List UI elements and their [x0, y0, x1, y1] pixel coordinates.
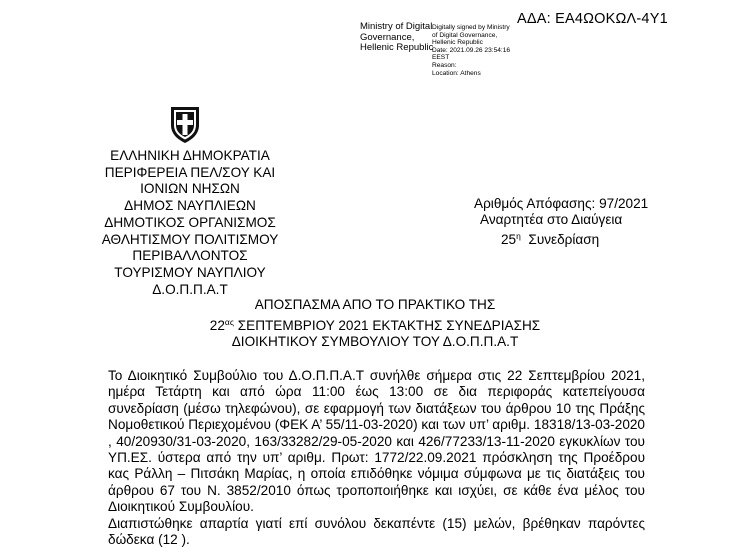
signer-name — [360, 22, 433, 54]
signer-line: Governance, — [360, 31, 415, 43]
session-num: 25 — [501, 232, 517, 248]
issuer-line: ΔΗΜΟΣ ΝΑΥΠΛΙΕΩΝ — [124, 198, 256, 214]
ada-code: ΑΔΑ: ΕΑ4ΩΟΚΩΛ-4Υ1 — [517, 11, 668, 27]
signature-line: EEST — [432, 54, 450, 62]
signature-line: Digitally signed by Ministry — [432, 24, 510, 31]
session-number — [474, 228, 648, 248]
signature-line: Date: 2021.09.26 23:54:16 — [432, 46, 511, 54]
issuer-line: ΤΟΥΡΙΣΜΟΥ ΝΑΥΠΛΙΟΥ — [114, 264, 266, 280]
issuer-line: ΠΕΡΙΦΕΡΕΙΑ ΠΕΛ/ΣΟΥ ΚΑΙ — [104, 164, 276, 180]
body-paragraph: Το Διοικητικό Συμβούλιο του Δ.Ο.Π.Π.Α.Τ συνήλθε σήμερα στις 22 Σεπτεμβρίου 2021, ημέρα Τετάρτη και από ώρα 11:00 έως 13:00 σε δια περιφοράς κατεπείγουσα συνεδρίαση (μέσω τηλεφώνου), σε εφαρμογή των διατάξεων του άρθρου 10 της Πράξης Νομοθετικού Περιεχομένου (ΦΕΚ Α’ 55/11-03-2020) και των υπ’ αριθμ. 18318/13-03-2020 , 40/20930/31-03-2020, 163/33282/29-05-2020 και 426/77233/13-11-2020 εγκυκλίων του ΥΠ.ΕΣ. ύστερα από την υπ’ αριθμ. Πρωτ: 1772/22.09.2021 πρόσκληση της Προέδρου κας Ράλλη – Πιτσάκη Μαρίας, η οποία επιδόθηκε νόμιμα σύμφωνα με τις διατάξεις του άρθρου 67 του Ν. 3852/2010 όπως τροποποιήθηκε και ισχύει, σε κάθε ένα μέλος του Διοικητικού Συμβουλίου. — [108, 368, 645, 515]
decision-info — [474, 196, 648, 249]
signature-line: Reason: — [432, 61, 457, 69]
signature-line: Location: Athens — [432, 69, 481, 77]
signature-line: of Digital Governance, — [432, 31, 498, 39]
digital-signature-details — [432, 24, 510, 77]
posting-note: Αναρτητέα στο Διαύγεια — [480, 212, 623, 228]
title-date-sup: ας — [224, 316, 234, 327]
issuer-line: ΔΗΜΟΤΙΚΟΣ ΟΡΓΑΝΙΣΜΟΣ — [104, 214, 276, 230]
title-line-3: ΔΙΟΙΚΗΤΙΚΟΥ ΣΥΜΒΟΥΛΙΟΥ ΤΟΥ Δ.Ο.Π.Π.Α.Τ — [231, 334, 519, 349]
session-sup: η — [516, 231, 521, 242]
title-line-2 — [0, 314, 750, 335]
coat-of-arms-icon — [168, 104, 202, 144]
title-date-num: 22 — [209, 317, 225, 333]
title-line-1: ΑΠΟΣΠΑΣΜΑ ΑΠΟ ΤΟ ΠΡΑΚΤΙΚΟ ΤΗΣ — [254, 297, 496, 312]
session-label: Συνεδρίαση — [528, 232, 600, 248]
title-date-rest: ΣΕΠΤΕΜΒΡΙΟΥ 2021 ΕΚΤΑΚΤΗΣ ΣΥΝΕΔΡΙΑΣΗΣ — [237, 317, 541, 333]
signer-line: Ministry of Digital — [360, 21, 433, 32]
document-body — [108, 368, 645, 548]
issuer-line: Δ.Ο.Π.Π.Α.Τ — [152, 281, 228, 297]
issuer-line: ΕΛΛΗΝΙΚΗ ΔΗΜΟΚΡΑΤΙΑ — [110, 148, 270, 163]
signer-line: Hellenic Republic — [360, 42, 434, 53]
signature-line: Hellenic Republic — [432, 39, 483, 47]
issuer-line: ΑΘΛΗΤΙΣΜΟΥ ΠΟΛΙΤΙΣΜΟΥ — [101, 231, 279, 247]
body-paragraph: Διαπιστώθηκε απαρτία γιατί επί συνόλου δεκαπέντε (15) μελών, βρέθηκαν παρόντες δώδεκα (12 ). — [108, 515, 645, 548]
document-title — [0, 297, 750, 351]
decision-number: Αριθμός Απόφασης: 97/2021 — [474, 196, 649, 211]
issuer-block — [0, 148, 380, 298]
issuer-line: ΠΕΡΙΒΑΛΛΟΝΤΟΣ — [132, 248, 248, 264]
issuer-line: ΙΟΝΙΩΝ ΝΗΣΩΝ — [140, 181, 240, 197]
